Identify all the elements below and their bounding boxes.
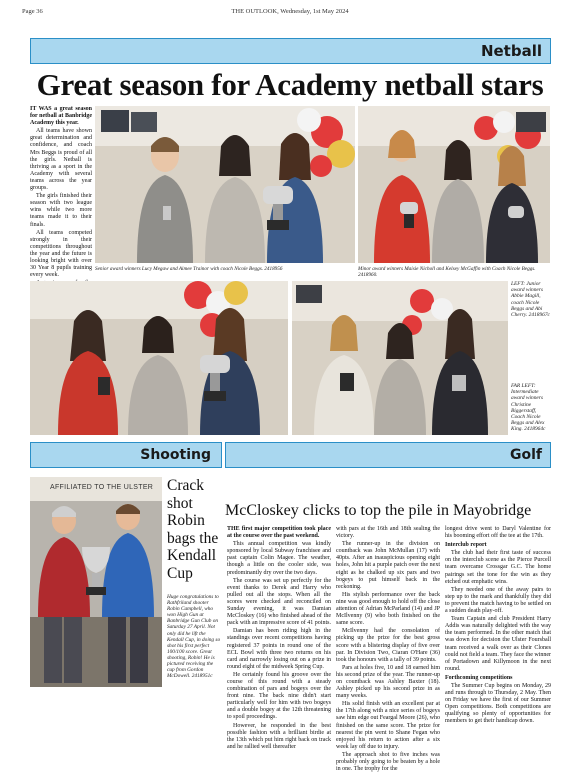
photo-minor-award-winners [358, 106, 550, 263]
golf-paragraph: The approach shot to five inches was probably only going to be beaten by a hole in one. The trophy for the [336, 751, 440, 773]
photo-junior-award-winners [30, 281, 288, 435]
golf-column-2 [336, 526, 440, 774]
photo-shooting-kendall-cup [30, 477, 162, 687]
golf-paragraph: The club had their first taste of success on the interclub scene as the Pierce Purcell team overcame Crossgar G.C. The home pairings set the tone for the win as they etched out emphatic wins. [445, 550, 551, 585]
golf-paragraph: His stylish performance over the back nine was good enough to hold off the close attention of Adrian McParland (14) and JP McIlvenny (9) who both finished on the same score. [336, 591, 440, 627]
golf-paragraph: Team Captain and club President Harry Addis was naturally delighted with the way the team performed. In the other match that was down for decision the Ulster Foursball team received a walk over as their Clones could not field a team. They face the winner of Portadown and Killymoon in the next round. [445, 616, 552, 672]
golf-paragraph: longest drive went to Daryl Valentine for his booming effort off the tee at the 17th. [445, 526, 551, 540]
golf-paragraph: McIlvenny had the consolation of picking up the prize for the best gross score with a blistering display of five over par. In Division Two, Ciaran O'Hare (36) took the honours with a tally of 39 points. [336, 628, 440, 663]
golf-column-1 [227, 526, 331, 752]
page-folio [0, 6, 580, 18]
golf-paragraph: The course was set up perfectly for the event thanks to Derek and Harry who pulled out all the stops. When all the scores were checked and reconciled on Sunday evening, it was Damian McCloskey (16) who finished ahead of the pack with an impressive score of 41 points. [227, 577, 331, 627]
golf-column-3 [445, 526, 551, 727]
caption-junior: LEFT: Junior award winners Abbie Magill, coach Nicole Beggs and Abi Cherry. 2418967c [511, 281, 550, 319]
netball-paragraph: All teams competed strongly in their competitions throughout the year and the future is looking bright with over 30 Year 8 pupils training every week. [30, 229, 92, 279]
page-number: Page 36 [22, 8, 43, 15]
golf-paragraph: They needed one of the away pairs to step up to the mark and thankfully they did to prevent the match having to be settled on a sudden death play-off. [445, 586, 551, 615]
golf-subhead-interclub: Interclub report [445, 542, 487, 549]
netball-section-label: Netball [480, 42, 542, 60]
netball-paragraph: The girls finished their season with two league wins while two more teams made it to their finals. [30, 193, 92, 228]
golf-subhead-forthcoming: Forthcoming competitions [445, 674, 513, 681]
netball-paragraph: All teams have shown great determination and confidence, and coach Mrs Beggs is proud of all the girls. Netball is thriving as a sport in the Academy with several teams across the year groups. [30, 128, 92, 192]
shooting-caption: Huge congratulations to Rathfriland shooter Robin Campbell, who won High Gun at Banbridge Gun Club on Saturday 27 April. Not only did he lift the Kendall Cup, in doing so shot his first perfect 100/100 score. Great shooting, Robin! He is pictured receiving the cup from Gordon McDowell. 2418951c [167, 594, 221, 680]
caption-intermediate: FAR LEFT: Intermediate award winners Christine Biggerstaff, Coach Nicole Beggs and Alex King. 2418964c [511, 383, 546, 433]
golf-paragraph: The runner-up in the division on countback was John McMullan (17) with 40pts. After an inauspicious opening eight holes, John hit a purple patch over the next eight as he chalked up six pars and two bogeys to put himself back in the reckoning. [336, 541, 440, 590]
golf-paragraph: Damian has been riding high in the standings over recent competitions having registered 37 points in round one of the ECL Bowl with three two returns on his card and narrowly losing out on a prize in round eight of the midweek Spring Cup. [227, 628, 331, 670]
caption-minor: Minor award winners Maisie Nicholl and Kelsey McGaffin with Coach Nicole Beggs. 2418960. [358, 266, 536, 278]
golf-paragraph: The Summer Cup begins on Monday, 29 and runs through to Thursday, 2 May. Then on Friday we have the first of our Summer Open competitions. Both competitions are qualifying so plenty of opportunities for members to get their handicap down. [445, 682, 551, 725]
golf-paragraph: with pars at the 16th and 18th sealing the victory. [336, 526, 440, 540]
golf-paragraph: Pars at holes five, 10 and 18 earned him his second prize of the year. The runner-up on countback was Ashley Baxter (18). Ashley picked up his second prize in as many weeks. [336, 664, 440, 700]
caption-senior: Senior award winners Lucy Megaw and Aimee Trainor with coach Nicole Beggs. 2418956 [95, 266, 283, 272]
netball-section-banner [30, 38, 551, 64]
golf-paragraph: However, he responded in the best possible fashion with a brilliant birdie at the 13th which put him right back on track and he rallied well thereafter [227, 722, 331, 750]
golf-intro: THE first major competition took place at the course over the past weekend. [227, 526, 331, 540]
netball-intro: IT WAS a great season for netball at Banbridge Academy this year. [30, 106, 92, 127]
golf-section-banner [225, 442, 551, 468]
netball-headline: Great season for Academy netball stars [36, 67, 544, 102]
shooting-section-label: Shooting [140, 447, 211, 463]
shooting-photo-banner-text: AFFILIATED TO THE ULSTER [50, 484, 154, 491]
shooting-headline: Crack shot Robin bags the Kendall Cup [167, 477, 219, 582]
golf-paragraph: He certainly found his groove over the course of this round with a steady combination of pars and bogeys over the front nine. The back nine didn't start particularly well for him with two bogeys and a double bogey at the 12th threatening to spoil proceedings. [227, 671, 331, 721]
netball-article [30, 106, 92, 295]
golf-paragraph: This annual competition was kindly sponsored by local Subway franchisee and past captain Colin Magee. The weather, though a little on the cooler side, was predominantly dry over the two days. [227, 541, 331, 576]
golf-paragraph: His solid finish with an excellent par at the 17th along with a nice series of bogeys saw him edge out Feargal Moore (26), who finished on the same score. The prize for nearest the pin went to Shane Fegan who enjoyed his return to action after a six week lay off due to injury. [336, 701, 440, 750]
shooting-section-banner [30, 442, 222, 468]
paper-dateline: THE OUTLOOK, Wednesday, 1st May 2024 [231, 8, 349, 15]
photo-intermediate-award-winners [292, 281, 508, 435]
photo-senior-award-winners [95, 106, 355, 263]
golf-headline: McCloskey clicks to top the pile in Mayobridge [225, 502, 532, 519]
golf-section-label: Golf [510, 447, 542, 463]
